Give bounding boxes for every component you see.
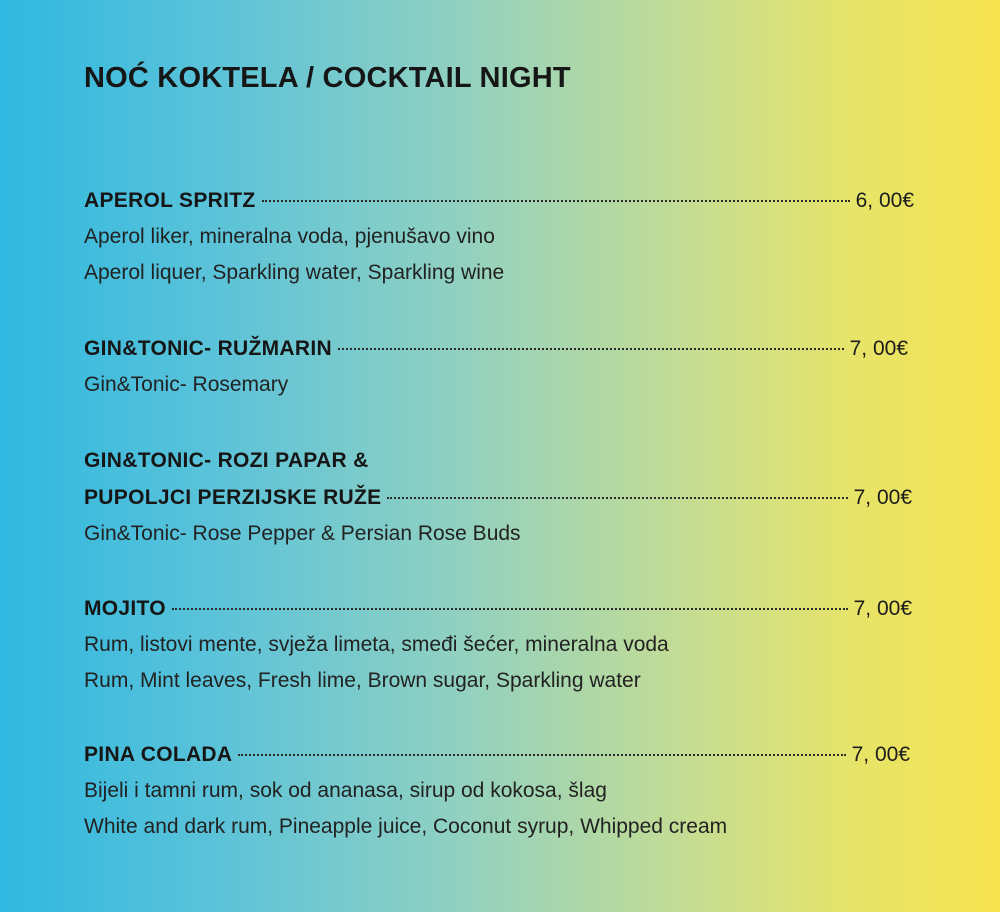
item-name: PINA COLADA	[84, 743, 233, 766]
dot-leader	[338, 348, 844, 350]
item-name-line	[84, 736, 910, 773]
item-price: 7, 00€	[849, 337, 908, 360]
item-description-hr: Rum, listovi mente, svježa limeta, smeđi šećer, mineralna voda	[84, 633, 669, 656]
dot-leader	[262, 200, 850, 202]
item-name: GIN&TONIC- RUŽMARIN	[84, 337, 332, 360]
item-name: MOJITO	[84, 597, 166, 620]
item-description-en: Gin&Tonic- Rose Pepper & Persian Rose Buds	[84, 522, 521, 545]
item-price: 7, 00€	[853, 597, 912, 620]
item-price: 7, 00€	[851, 743, 910, 766]
item-name-line	[84, 330, 908, 367]
menu-item-mojito	[84, 590, 912, 699]
item-name-line-1: GIN&TONIC- ROZI PAPAR &	[84, 449, 369, 472]
item-name: APEROL SPRITZ	[84, 189, 256, 212]
item-description-hr: Bijeli i tamni rum, sok od ananasa, sirup od kokosa, šlag	[84, 779, 607, 802]
item-description-en: Rum, Mint leaves, Fresh lime, Brown sugar, Sparkling water	[84, 669, 641, 692]
item-name-line-2: PUPOLJCI PERZIJSKE RUŽE	[84, 486, 382, 509]
item-description-en: White and dark rum, Pineapple juice, Coconut syrup, Whipped cream	[84, 815, 728, 838]
dot-leader	[387, 497, 847, 499]
dot-leader	[238, 754, 845, 756]
item-description-en: Gin&Tonic- Rosemary	[84, 373, 289, 396]
item-name-line	[84, 182, 914, 219]
item-price: 6, 00€	[855, 189, 914, 212]
menu-item-pina-colada	[84, 736, 910, 845]
item-description-hr: Aperol liker, mineralna voda, pjenušavo vino	[84, 225, 495, 248]
item-name-line	[84, 479, 912, 516]
menu-item-aperol-spritz	[84, 182, 914, 291]
menu-item-gin-tonic-rose-pepper	[84, 442, 912, 552]
dot-leader	[172, 608, 848, 610]
menu-title: NOĆ KOKTELA / COCKTAIL NIGHT	[84, 62, 571, 94]
item-description-en: Aperol liquer, Sparkling water, Sparkling wine	[84, 261, 505, 284]
menu-item-gin-tonic-rosemary	[84, 330, 908, 403]
item-name-line	[84, 590, 912, 627]
item-price: 7, 00€	[853, 486, 912, 509]
